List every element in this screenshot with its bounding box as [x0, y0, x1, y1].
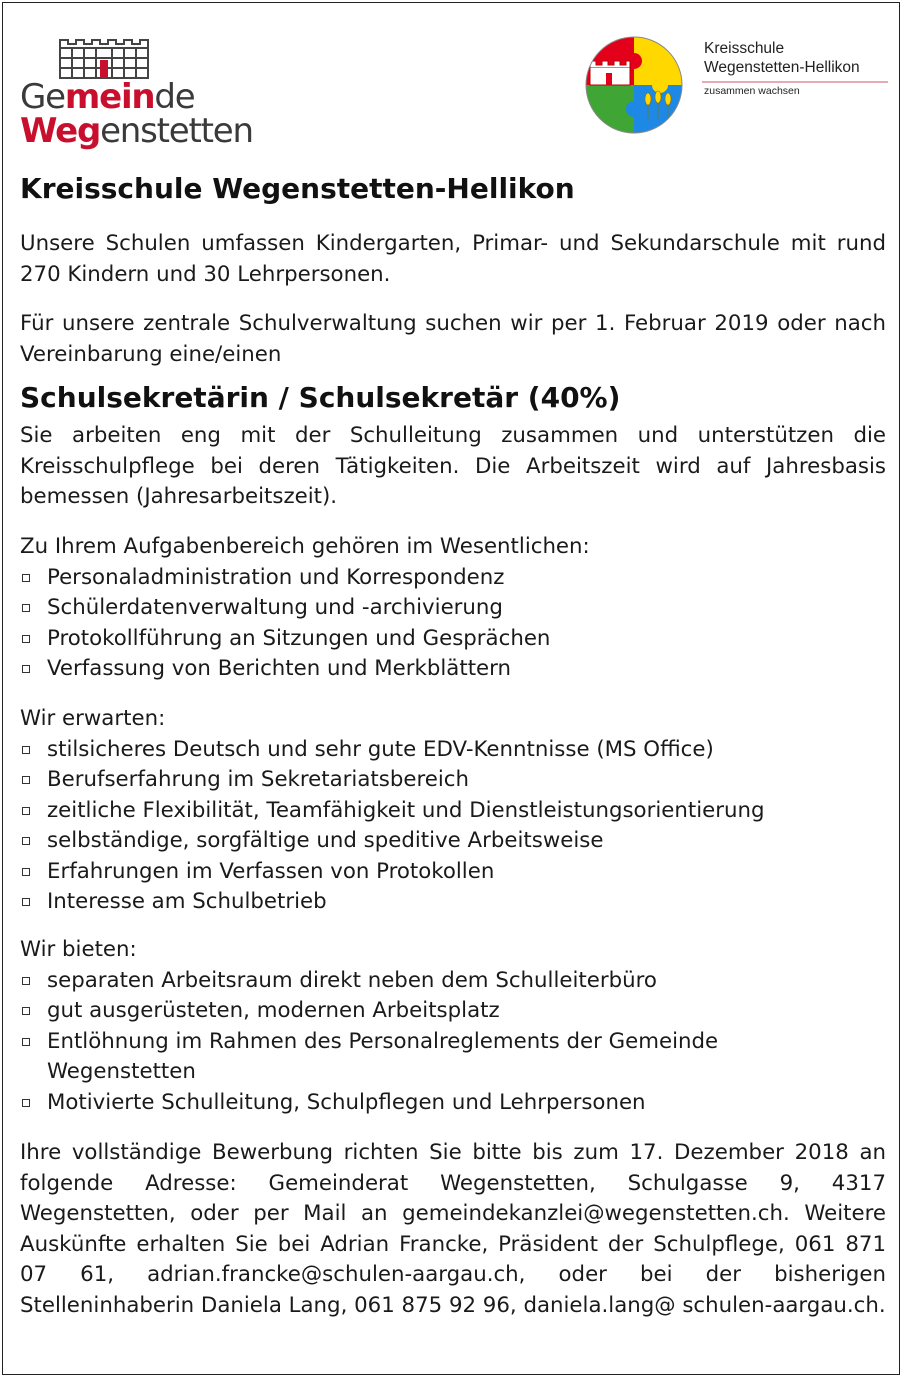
tasks-section [20, 532, 886, 685]
offers-heading: Wir bieten: [20, 937, 137, 962]
requirements-list [20, 735, 886, 918]
list-item: Erfahrungen im Verfassen von Protokollen [20, 857, 886, 888]
tasks-heading: Zu Ihrem Aufgabenbereich gehören im Wesentlichen: [20, 534, 590, 559]
list-item: zeitliche Flexibilität, Teamfähigkeit und Dienstleistungsorientierung [20, 796, 886, 827]
school-logo-rule [702, 81, 888, 83]
intro-paragraph-1: Unsere Schulen umfassen Kindergarten, Primar- und Sekundarschule mit rund 270 Kindern und 30 Lehrpersonen. [20, 231, 886, 287]
list-item: Interesse am Schulbetrieb [20, 887, 886, 918]
checkbox-bullet-icon [22, 635, 30, 643]
castle-tower-icon [58, 36, 150, 80]
list-item: Personaladministration und Korrespondenz [20, 563, 886, 594]
job-title: Schulsekretärin / Schulsekretär (40%) [20, 381, 621, 414]
checkbox-bullet-icon [22, 1007, 30, 1015]
tasks-list [20, 563, 886, 685]
list-item: Schülerdatenverwaltung und -archivierung [20, 593, 886, 624]
requirements-section [20, 704, 886, 918]
ad-title: Kreisschule Wegenstetten-Hellikon [20, 172, 575, 205]
list-item: separaten Arbeitsraum direkt neben dem Schulleiterbüro [20, 966, 886, 997]
list-item: Protokollführung an Sitzungen und Gesprächen [20, 624, 886, 655]
gemeinde-logo-line1: Gemeinde [20, 77, 195, 117]
list-item: gut ausgerüsteten, modernen Arbeitsplatz [20, 996, 886, 1027]
list-item: stilsicheres Deutsch und sehr gute EDV-Kenntnisse (MS Office) [20, 735, 886, 766]
checkbox-bullet-icon [22, 807, 30, 815]
list-item: selbständige, sorgfältige und speditive Arbeitsweise [20, 826, 886, 857]
job-description: Sie arbeiten eng mit der Schulleitung zusammen und unterstützen die Kreisschulpflege bei deren Tätigkeiten. Die Arbeitszeit wird auf Jahresbasis bemessen (Jahresarbeitszeit). [20, 423, 886, 509]
checkbox-bullet-icon [22, 665, 30, 673]
school-logo [582, 35, 892, 135]
checkbox-bullet-icon [22, 837, 30, 845]
gemeinde-logo-line2: Wegenstetten [20, 111, 253, 151]
checkbox-bullet-icon [22, 1038, 30, 1046]
offers-section [20, 935, 886, 1118]
gemeinde-logo [20, 36, 270, 154]
requirements-heading: Wir erwarten: [20, 706, 166, 731]
list-item: Entlöhnung im Rahmen des Personalreglements der Gemeinde Wegenstetten [20, 1027, 886, 1088]
offers-list [20, 966, 886, 1119]
closing-paragraph: Ihre vollständige Bewerbung richten Sie bitte bis zum 17. Dezember 2018 an folgende Adresse: Gemeinderat Wegenstetten, Schulgasse 9, 4317 Wegenstetten, oder per Mail an gemeindekanzlei@wegenstetten.ch. Weitere Auskünfte erhalten Sie bei Adrian Francke, Präsident der Schulpflege, 061 871 07 61, adrian.francke@schulen-aargau.ch, oder bei der bisherigen Stelleninhaberin Daniela Lang, 061 875 92 96, daniela.lang@ schulen-aargau.ch. [20, 1140, 886, 1318]
list-item: Verfassung von Berichten und Merkblättern [20, 654, 886, 685]
school-logo-slogan: zusammen wachsen [704, 85, 800, 97]
list-item: Berufserfahrung im Sekretariatsbereich [20, 765, 886, 796]
checkbox-bullet-icon [22, 746, 30, 754]
checkbox-bullet-icon [22, 868, 30, 876]
list-item: Motivierte Schulleitung, Schulpflegen und Lehrpersonen [20, 1088, 886, 1119]
puzzle-circle-icon [582, 35, 686, 135]
school-logo-name: Kreisschule Wegenstetten-Hellikon [704, 40, 860, 76]
checkbox-bullet-icon [22, 977, 30, 985]
checkbox-bullet-icon [22, 1099, 30, 1107]
checkbox-bullet-icon [22, 898, 30, 906]
checkbox-bullet-icon [22, 776, 30, 784]
checkbox-bullet-icon [22, 574, 30, 582]
intro-paragraph-2: Für unsere zentrale Schulverwaltung suchen wir per 1. Februar 2019 oder nach Vereinbarung eine/einen [20, 311, 886, 367]
checkbox-bullet-icon [22, 604, 30, 612]
